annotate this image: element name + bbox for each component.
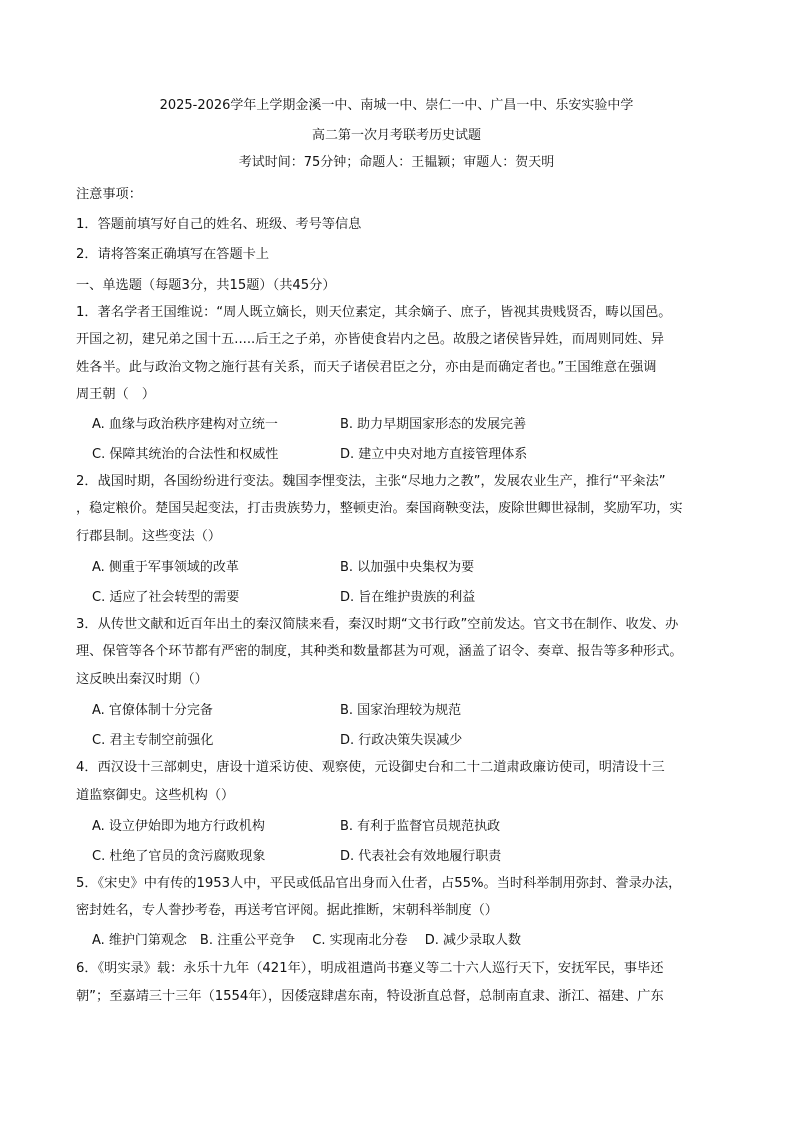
q2-option-c: C. 适应了社会转型的需要: [92, 590, 240, 605]
q1-line-3: 姓各半。此与政治文物之施行甚有关系，而天子诸侯君臣之分，亦由是而确定者也。”王国维意在强调: [76, 360, 657, 375]
exam-info: 考试时间：75分钟；命题人：王韫颖；审题人：贺天明: [238, 155, 555, 170]
q1-line-4: 周王朝（ ）: [76, 387, 156, 402]
q2-line-3: 行郡县制。这些变法（）: [76, 529, 222, 544]
q4-option-d: D. 代表社会有效地履行职责: [340, 849, 502, 864]
q4-option-b: B. 有利于监督官员规范执政: [340, 819, 501, 834]
q3-option-c: C. 君主专制空前强化: [92, 733, 214, 748]
q5-line-1: 5．《宋史》中有传的1953人中，平民或低品官出身而入仕者，占55%。当时科举制用弥封、誊录办法，: [76, 876, 682, 891]
q1-option-a: A. 血缘与政治秩序建构对立统一: [92, 417, 278, 432]
section-heading: 一、单选题（每题3分，共15题）（共45分）: [76, 278, 336, 293]
q1-line-1: 1．著名学者王国维说：“周人既立嫡长，则天位素定，其余嫡子、庶子，皆视其贵贱贤否，畴以国邑。: [76, 305, 672, 320]
q3-option-d: D. 行政决策失误减少: [340, 733, 463, 748]
q3-line-1: 3．从传世文献和近百年出土的秦汉简牍来看，秦汉时期“文书行政”空前发达。官文书在制作、收发、办: [76, 617, 679, 632]
q2-option-a: A. 侧重于军事领域的改革: [92, 560, 239, 575]
q1-option-c: C. 保障其统治的合法性和权威性: [92, 447, 279, 462]
q4-option-a: A. 设立伊始即为地方行政机构: [92, 819, 265, 834]
q6-line-2: 朝”；至嘉靖三十三年（1554年），因倭寇肆虐东南，特设浙直总督，总制南直隶、浙江、福建、广东: [76, 989, 664, 1004]
q2-line-1: 2．战国时期，各国纷纷进行变法。魏国李悝变法，主张“尽地力之教”，发展农业生产，推行“平籴法”: [76, 474, 666, 489]
q4-line-1: 4．西汉设十三部刺史，唐设十道采访使、观察使，元设御史台和二十二道肃政廉访使司，明清设十三: [76, 760, 665, 775]
q4-line-2: 道监察御史。这些机构（）: [76, 788, 235, 803]
note-item-1: 1．答题前填写好自己的姓名、班级、考号等信息: [76, 217, 362, 232]
q2-option-b: B. 以加强中央集权为要: [340, 560, 475, 575]
q2-line-2: ，稳定粮价。楚国吴起变法，打击贵族势力，整顿吏治。秦国商鞅变法，废除世卿世禄制，奖励军功，实: [76, 501, 683, 516]
q2-option-d: D. 旨在维护贵族的利益: [340, 590, 476, 605]
q1-option-b: B. 助力早期国家形态的发展完善: [340, 417, 527, 432]
q1-option-d: D. 建立中央对地方直接管理体系: [340, 447, 528, 462]
q6-line-1: 6．《明实录》载：永乐十九年（421年），明成祖遣尚书蹇义等二十六人巡行天下，安抚军民，事毕还: [76, 961, 664, 976]
q3-line-2: 理、保管等各个环节都有严密的制度，其种类和数量都甚为可观，涵盖了诏令、奏章、报告等多种形式。: [76, 644, 683, 659]
school-line: 2025-2026学年上学期金溪一中、南城一中、崇仁一中、广昌一中、乐安实验中学: [159, 98, 634, 113]
q3-option-a: A. 官僚体制十分完备: [92, 703, 213, 718]
exam-title: 高二第一次月考联考历史试题: [311, 128, 481, 143]
q5-options: A. 维护门第观念 B. 注重公平竞争 C. 实现南北分卷 D. 减少录取人数: [92, 933, 521, 948]
note-item-2: 2．请将答案正确填写在答题卡上: [76, 247, 270, 262]
q4-option-c: C. 杜绝了官员的贪污腐败现象: [92, 849, 266, 864]
q3-option-b: B. 国家治理较为规范: [340, 703, 462, 718]
q5-line-2: 密封姓名，专人誊抄考卷，再送考官评阅。据此推断，宋朝科举制度（）: [76, 903, 498, 918]
q3-line-3: 这反映出秦汉时期（）: [76, 672, 208, 687]
q1-line-2: 开国之初，建兄弟之国十五.....后王之子弟，亦皆使食岩内之邑。故殷之诸侯皆异姓，而周则同姓、异: [76, 332, 665, 347]
notes-heading: 注意事项：: [76, 187, 142, 202]
